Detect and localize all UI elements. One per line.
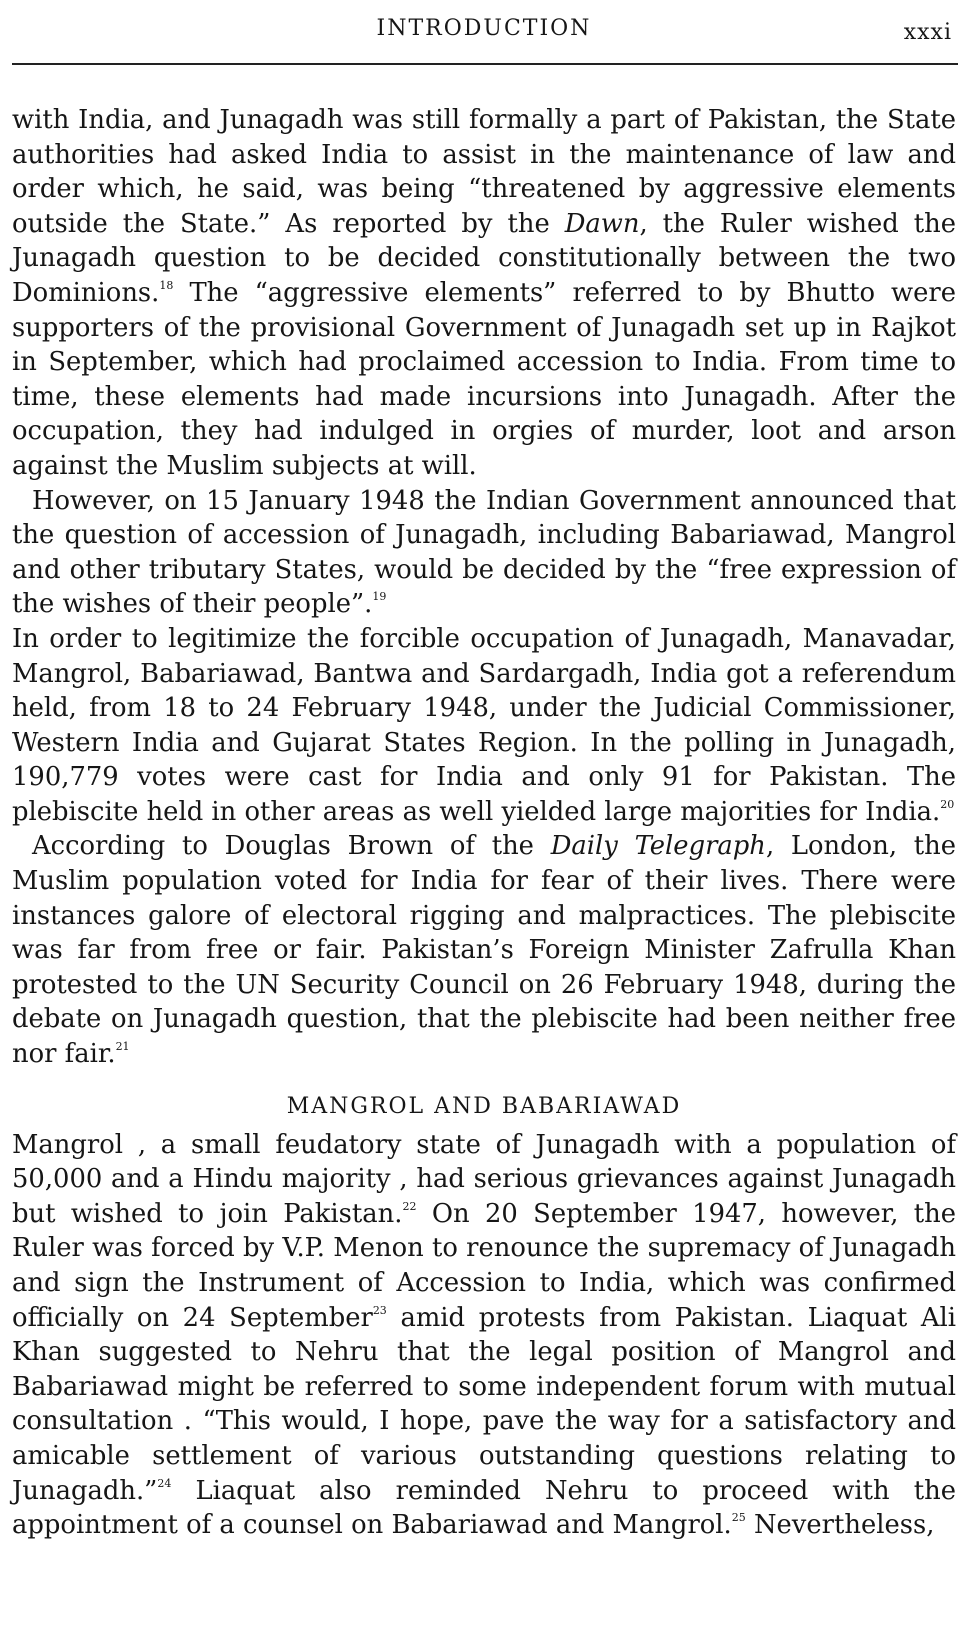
running-head <box>12 8 956 44</box>
italic-dawn: Dawn <box>564 208 640 239</box>
footnote-ref-21: 21 <box>115 1040 130 1054</box>
footnote-ref-22: 22 <box>402 1199 417 1213</box>
paragraph-4: According to Douglas Brown of the Daily Telegraph, London, the Muslim population voted for India for fear of their lives. There were instances galore of electoral rigging and malpractices. The plebiscite was far from free or fair. Pakistan’s Foreign Minister Zafrulla Khan protested to the UN Security Council on 26 February 1948, during the debate on Junagadh question, that the plebiscite had been neither free nor fair.$^{21}$ <box>12 831 957 1070</box>
footnote-ref-18: 18 <box>159 278 174 292</box>
paragraph-2: However, on 15 January 1948 the Indian Government announced that the question of accession of Junagadh, including Babariawad, Mangrol and other tributary States, would be decided by the “free expression of the wishes of their people”.$^{19}$ <box>12 485 956 620</box>
paragraph-5: Mangrol , a small feudatory state of Junagadh with a population of 50,000 and a Hindu majority , had serious grievances against Junagadh but wished to join Pakistan.$^{22}$ On 20 September 1947, however, the Ruler was forced by V.P. Menon to renounce the supremacy of Junagadh and sign the Instrument of Accession to India, which was confirmed officially on 24 September$^{23}$ amid protests from Pakistan. Liaquat Ali Khan suggested to Nehru that the legal position of Mangrol and Babariawad might be referred to some independent forum with mutual consultation . “This would, I hope, pave the way for a satisfactory and amicable settlement of various outstanding questions relating to Junagadh.”$^{24}$ Liaquat also reminded Nehru to proceed with the appointment of a counsel on Babariawad and Mangrol.$^{25}$ Nevertheless, <box>12 1129 957 1541</box>
page-number: xxxi <box>903 20 952 45</box>
italic-daily-telegraph: Daily Telegraph <box>550 831 766 862</box>
footnote-ref-23: 23 <box>372 1303 387 1317</box>
paragraph-1: with India, and Junagadh was still formally a part of Pakistan, the State authorities had asked India to assist in the maintenance of law and order which, he said, was being “threatened by aggressive elements outside the State.” As reported by the Dawn, the Ruler wished the Junagadh question to be decided constitutionally between the two Dominions.$^{18}$ The “aggressive elements” referred to by Bhutto were supporters of the provisional Government of Junagadh set up in Rajkot in September, which had proclaimed accession to India. From time to time, these elements had made incursions into Junagadh. After the occupation, they had indulged in orgies of murder, loot and arson against the Muslim subjects at will. <box>12 105 956 481</box>
footnote-ref-19: 19 <box>372 590 387 604</box>
page-body <box>12 103 956 1543</box>
section-heading: MANGROL AND BABARIAWAD <box>286 1093 682 1119</box>
paragraph-3: In order to legitimize the forcible occupation of Junagadh, Manavadar, Mangrol, Babariawad, Bantwa and Sardargadh, India got a referendum held, from 18 to 24 February 1948, under the Judicial Commissioner, Western India and Gujarat States Region. In the polling in Junagadh, 190,779 votes were cast for India and only 91 for Pakistan. The plebiscite held in other areas as well yielded large majorities for India.$^{20}$ <box>12 623 956 827</box>
footnote-ref-24: 24 <box>157 1476 172 1490</box>
running-head-title: INTRODUCTION <box>376 16 592 41</box>
footnote-ref-25: 25 <box>731 1511 746 1525</box>
header-rule <box>12 63 958 65</box>
footnote-ref-20: 20 <box>940 797 955 811</box>
